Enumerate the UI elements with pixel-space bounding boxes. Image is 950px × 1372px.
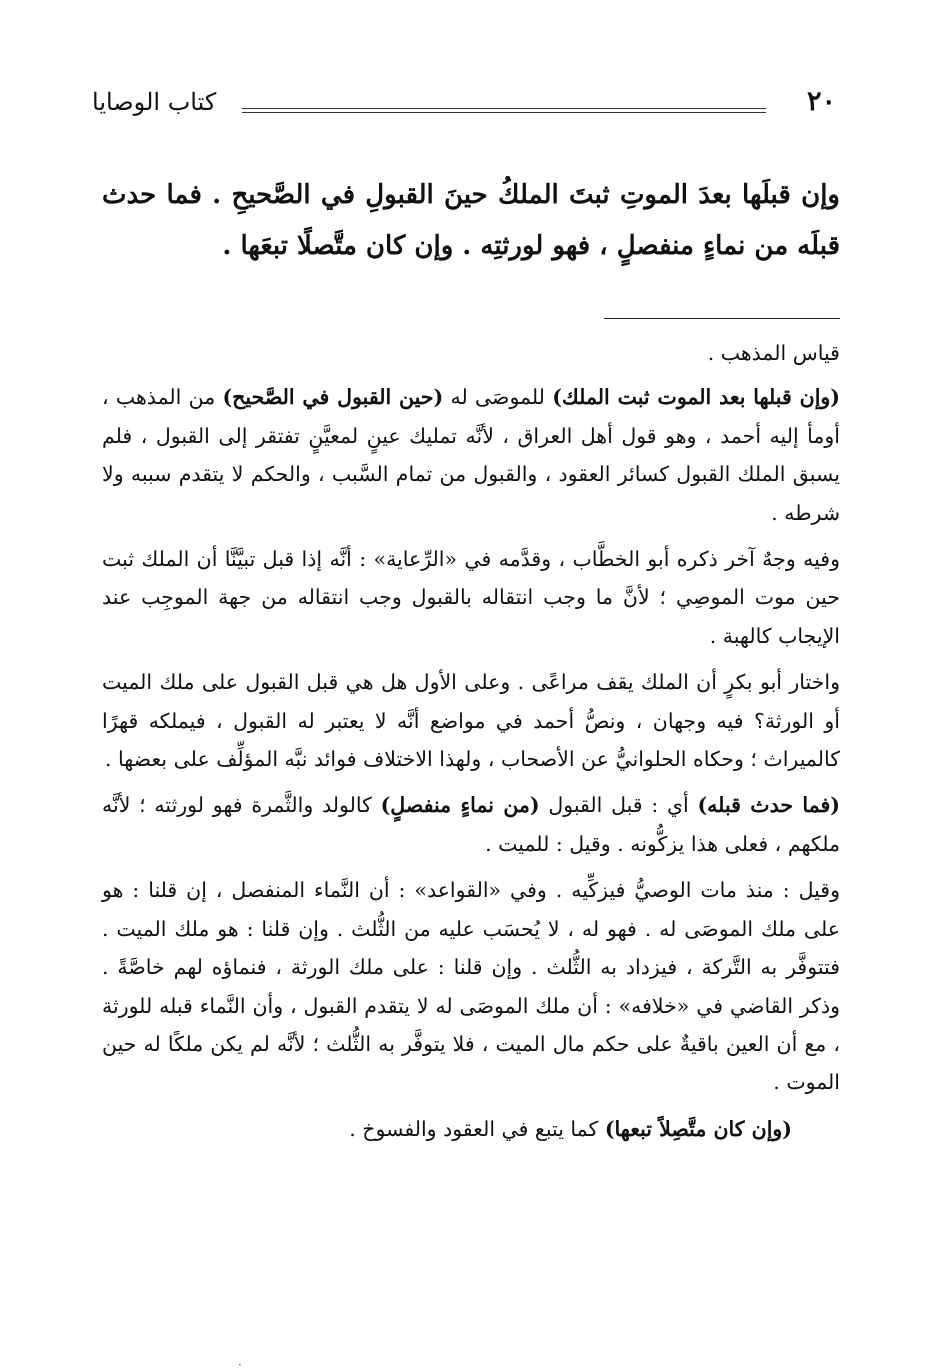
commentary-paragraph-5 bbox=[102, 786, 840, 863]
commentary-paragraph-7 bbox=[102, 1110, 840, 1148]
main-text bbox=[102, 170, 840, 272]
commentary bbox=[102, 334, 840, 1156]
commentary-paragraph-1: قياس المذهب . bbox=[707, 341, 840, 365]
commentary-paragraph-6: وقيل : منذ مات الوصيُّ فيزكِّيه . وفي «القواعد» : أن النَّماء المنفصل ، إن قلنا : هو على ملك الموصَى له . فهو له ، لا يُحسَب عليه من الثُّلث . وإن قلنا : هو ملك الميت . فتتوفَّر به التَّركة ، فيزداد به الثُّلث . وإن قلنا : على ملك الورثة ، فنماؤه لهم خاصَّةً . وذكر القاضي في «خلافه» : أن ملك الموصَى له لا يتقدم القبول ، وأن النَّماء قبله للورثة ، مع أن العين باقيةٌ على حكم مال الميت ، فلا يتوفَّر به الثُّلث ؛ لأنَّه لم يكن ملكًا له حين الموت . bbox=[102, 878, 840, 1095]
quoted-phrase: (فما حدث قبله) bbox=[697, 793, 840, 818]
main-text-paragraph: وإن قبلَها بعدَ الموتِ ثبتَ الملكُ حينَ القبولِ في الصَّحيحِ . فما حدث قبلَه من نماءٍ منفصلٍ ، فهو لورثتِه . وإن كان متَّصلًا تبعَها . bbox=[102, 180, 840, 261]
commentary-text: للموصَى له bbox=[443, 385, 553, 410]
quoted-phrase: (من نماءٍ منفصلٍ) bbox=[380, 793, 540, 818]
quoted-phrase: (حين القبول في الصَّحيح) bbox=[222, 385, 444, 410]
commentary-paragraph-4: واختار أبو بكرٍ أن الملك يقف مراعًى . وعلى الأول هل هي قبل القبول على ملك الميت أو الورثة؟ فيه وجهان ، ونصُّ أحمد في مواضع أنَّه لا يعتبر له القبول ، فيملكه قهرًا كالميراث ؛ وحكاه الحلوانيُّ عن الأصحاب ، ولهذا الاختلاف فوائد نبَّه المؤلِّف على بعضها . bbox=[102, 670, 840, 772]
commentary-paragraph-3: وفيه وجهٌ آخر ذكره أبو الخطَّاب ، وقدَّمه في «الرِّعاية» : أنَّه إذا قبل تبيَّنَّا أن الملك ثبت حين موت الموصِي ؛ لأنَّ ما وجب انتقاله بالقبول وجب انتقاله من جهة الموجِب عند الإيجاب كالهبة . bbox=[102, 547, 840, 648]
page-header bbox=[92, 86, 836, 130]
footnote-separator bbox=[604, 318, 840, 319]
quoted-phrase: (وإن كان متَّصِلاً تبعها) bbox=[604, 1116, 792, 1141]
header-rule bbox=[242, 108, 766, 113]
page-number: ٢٠ bbox=[806, 86, 836, 117]
page-footer-mark: · bbox=[238, 1358, 242, 1372]
commentary-paragraph-2 bbox=[102, 378, 840, 532]
commentary-text: أي : قبل القبول bbox=[539, 793, 698, 818]
quoted-phrase: (وإن قبلها بعد الموت ثبت الملك) bbox=[552, 385, 840, 410]
commentary-text: من المذهب ، أومأ إليه أحمد ، وهو قول أهل العراق ، لأنَّه تمليك عينٍ لمعيَّنٍ تفتقر إلى القبول ، فلم يسبق الملك القبول كسائر العقود ، والقبول من تمام السَّبب ، والحكم لا يتقدم سببه ولا شرطه . bbox=[102, 385, 840, 525]
commentary-text: كما يتبع في العقود والفسوخ . bbox=[349, 1116, 605, 1141]
running-title: كتاب الوصايا bbox=[92, 88, 217, 116]
commentary-text: كالولد والثَّمرة فهو لورثته ؛ لأنَّه ملكهم ، فعلى هذا يزكُّونه . وقيل : للميت . bbox=[102, 793, 840, 856]
